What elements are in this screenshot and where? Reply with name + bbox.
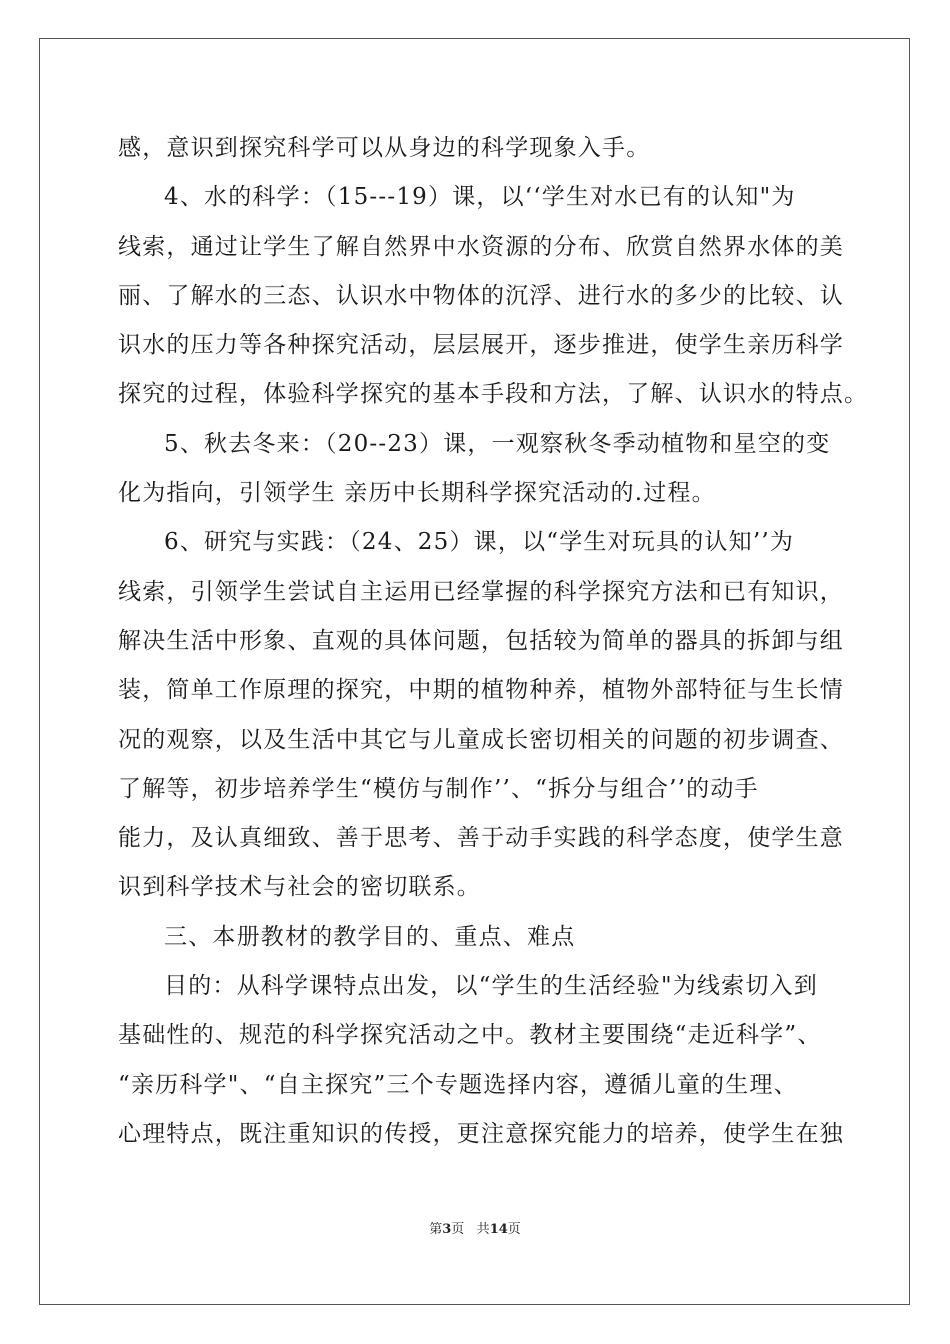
text-line: 丽、了解水的三态、认识水中物体的沉浮、进行水的多少的比较、认 <box>118 282 844 309</box>
text-line: 解决生活中形象、直观的具体问题，包括较为简单的器具的拆卸与组 <box>118 627 844 654</box>
text-line: 能力，及认真细致、善于思考、善于动手实践的科学态度，使学生意 <box>118 825 844 852</box>
text-line: 了解等，初步培养学生“模仿与制作’’、“拆分与组合’’的动手 <box>118 775 759 802</box>
text-line: “亲历科学"、“自主探究”三个专题选择内容，遵循儿童的生理、 <box>118 1071 798 1098</box>
text-line: 基础性的、规范的科学探究活动之中。教材主要围绕“走近科学”、 <box>118 1022 822 1049</box>
document-body <box>118 128 869 1163</box>
text-line: 识水的压力等各种探究活动，层层展开，逐步推进，使学生亲历科学 <box>118 332 844 359</box>
current-page-number: 3 <box>442 1222 452 1237</box>
text-line: 识到科学技术与社会的密切联系。 <box>118 874 481 901</box>
text-line: 装，简单工作原理的探究，中期的植物种养，植物外部特征与生长情 <box>118 677 844 704</box>
text-line: 5、秋去冬来：（20--23）课，一观察秋冬季动植物和星空的变 <box>164 430 831 457</box>
text-line: 感，意识到探究科学可以从身边的科学现象入手。 <box>118 135 651 161</box>
text-line: 目的：从科学课特点出发，以“学生的生活经验"为线索切入到 <box>164 973 818 1000</box>
footer-total-prefix: 共 <box>476 1222 490 1237</box>
text-line: 化为指向，引领学生 亲历中长期科学探究活动的.过程。 <box>118 480 716 507</box>
text-line: 线索，引领学生尝试自主运用已经掌握的科学探究方法和已有知识， <box>118 578 844 605</box>
footer-page-unit: 页 <box>451 1222 465 1237</box>
footer-total-unit: 页 <box>507 1222 521 1237</box>
text-line: 线索，通过让学生了解自然界中水资源的分布、欣赏自然界水体的美 <box>118 233 844 260</box>
section-heading: 三、本册教材的教学目的、重点、难点 <box>164 923 576 950</box>
footer-prefix: 第 <box>429 1222 443 1237</box>
text-line: 6、研究与实践：（24、25）课，以“学生对玩具的认知’’为 <box>164 529 795 556</box>
text-line: 心理特点，既注重知识的传授，更注意探究能力的培养，使学生在独 <box>118 1120 844 1147</box>
total-page-number: 14 <box>489 1222 508 1237</box>
page-footer <box>0 1218 950 1237</box>
text-line: 况的观察，以及生活中其它与儿童成长密切相关的问题的初步调查、 <box>118 726 844 753</box>
text-line: 探究的过程，体验科学探究的基本手段和方法，了解、认识水的特点。 <box>118 381 869 408</box>
text-line: 4、水的科学：（15---19）课，以‘‘学生对水已有的认知"为 <box>164 184 796 211</box>
